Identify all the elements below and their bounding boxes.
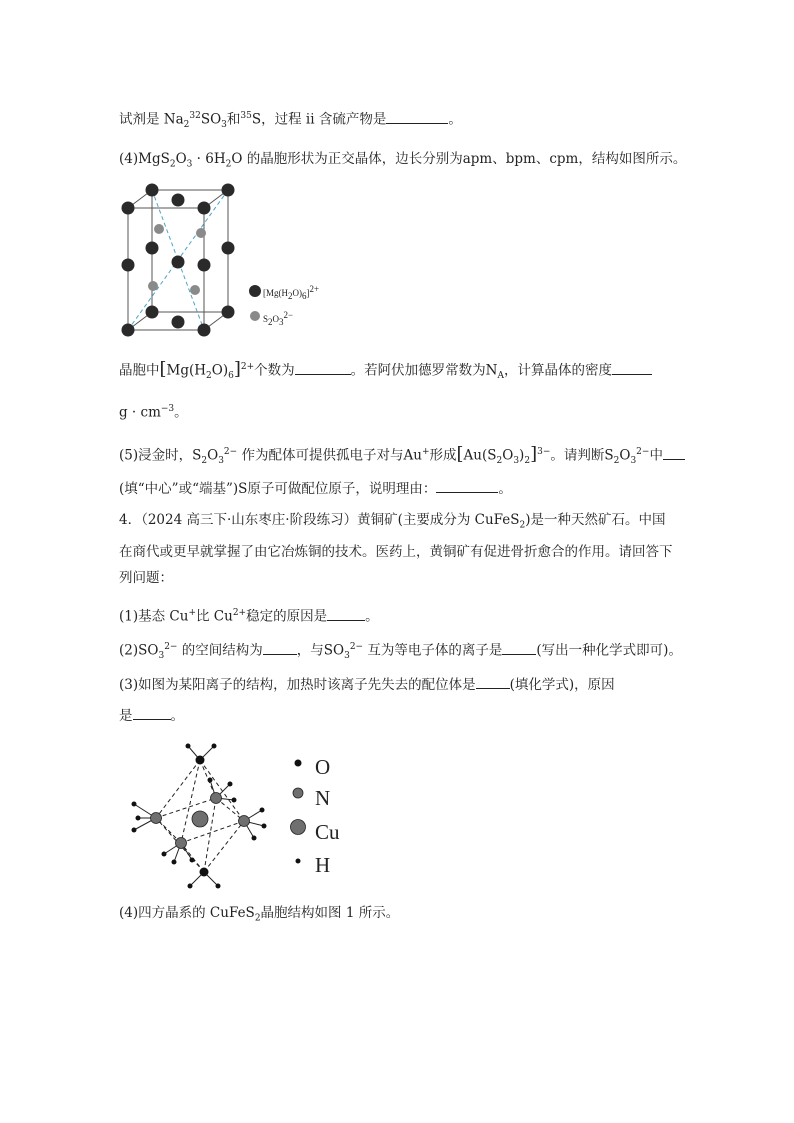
answer-blank[interactable] (295, 360, 351, 375)
oxygen-icon (295, 760, 302, 767)
answer-blank[interactable] (476, 674, 510, 689)
answer-blank[interactable] (502, 640, 536, 655)
atom-legend-icons (290, 752, 306, 872)
p4-q3-reason: 是 。 (119, 705, 184, 726)
nitrogen-icon (293, 788, 303, 798)
legend-anion-icon (250, 311, 260, 321)
q4-heading: $(4)MgS_2O_3 \cdot 6H_2O$ 的晶胞形状为正交晶体，边长分别为apm、bpm、cpm，结构如图所示。 (119, 151, 687, 170)
hydrogen-icon (296, 859, 301, 864)
atom-legend-labels: O N Cu H (315, 755, 340, 877)
q5-reason-line: (填“中心”或“端基”)S原子可做配位原子，说明理由： 。 (119, 478, 512, 499)
answer-blank[interactable] (436, 478, 498, 493)
octahedral-complex-figure (124, 738, 274, 892)
q4-density-line: 晶胞中$[Mg(H_2O)_6]^{2+}$个数为 。若阿伏加德罗常数为$N_A$，计算晶体的密度 (119, 357, 652, 386)
problem-4-intro: 4．（2024 高三下·山东枣庄·阶段练习）黄铜矿(主要成分为 CuFeS$_2$)是一种天然矿石。中国在商代或更早就掌握了由它冶炼铜的技术。医药上，黄铜矿有促进骨折愈合的作用。请回答下列问题： (119, 512, 673, 586)
answer-blank[interactable] (263, 640, 297, 655)
p4-q4: (4)四方晶系的 CuFeS$_2$晶胞结构如图 1 所示。 (119, 905, 400, 924)
answer-blank[interactable] (612, 360, 652, 375)
answer-blank[interactable] (386, 109, 448, 124)
p4-q3: (3)如图为某阳离子的结构，加热时该离子先失去的配位体是 (填化学式)，原因 (119, 674, 615, 695)
crystal-cell-figure (112, 178, 342, 348)
legend-complex-label: $[Mg(H_2O)_6]^{2+}$ (263, 284, 320, 301)
answer-blank[interactable] (663, 445, 685, 460)
p4-q1: (1)基态 Cu+比 $Cu^{2+}$稳定的原因是 。 (119, 603, 379, 627)
legend-complex-icon (249, 285, 261, 297)
answer-blank[interactable] (327, 606, 365, 621)
q4-unit-line: $g \cdot cm^{-3}$。 (119, 404, 188, 421)
answer-blank[interactable] (133, 705, 171, 720)
legend-anion-label: $S_2O_3^{2-}$ (263, 310, 294, 327)
q3-line: 试剂是 $Na_2^{32}SO_3$和$^{35}$S，过程 ii 含硫产物是 。 (119, 106, 462, 135)
copper-icon (291, 820, 306, 835)
p4-q2: $(2)SO_3^{2-}$ 的空间结构为 ，与$SO_3^{2-}$ 互为等电子体的离子是 (写出一种化学式即可)。 (119, 637, 682, 666)
q5-line: (5)浸金时，$S_2O_3^{2-}$ 作为配体可提供孤电子对与Au+形成$[Au(S_2O_3)_2]^{3-}$。请判断$S_2O_3^{2-}$中 (119, 442, 685, 471)
